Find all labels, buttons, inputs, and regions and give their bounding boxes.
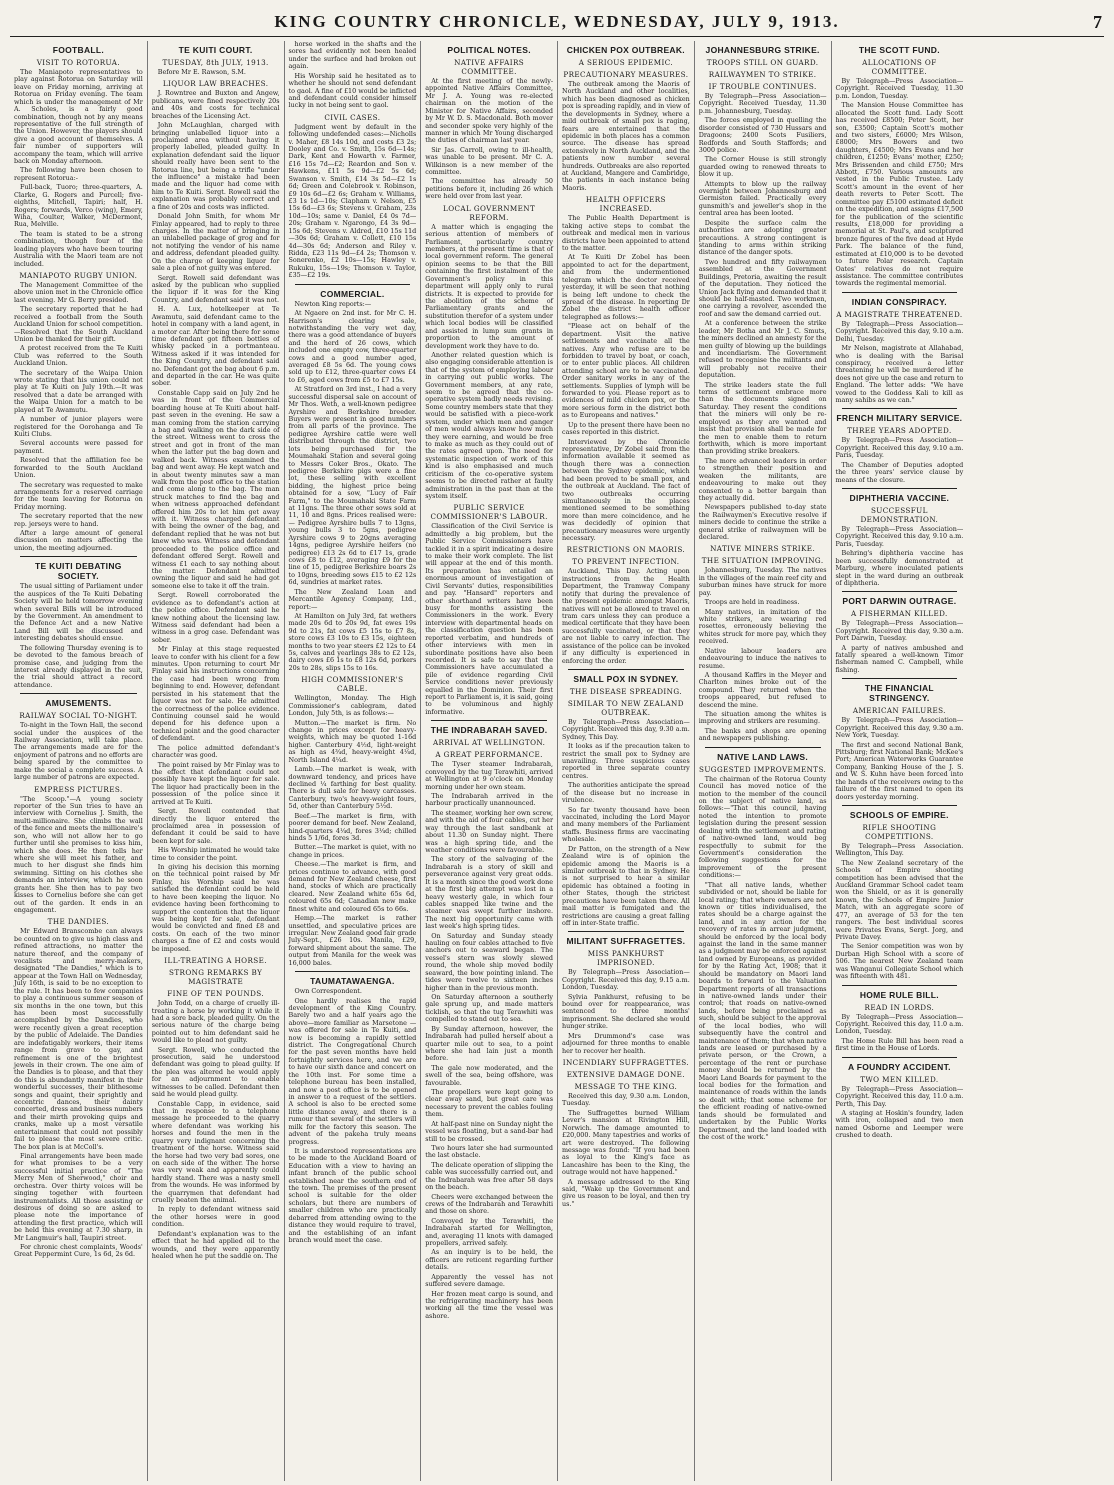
article-headline: A FOUNDRY ACCIDENT. [847,1061,951,1072]
article-paragraph: "Please act on behalf of the department. Visit the native settlements and vaccinate all the natives. Any who refuse are to be forbidden to travel by boat, or coach, or to enter public places. All children attending school are to be vaccinated. Order sanitary works in any of the settlements. Supplies of lymph will be forwarded to you. Please report as to evidences of mild chicken pox, or the more serious form in the district both as to Europeans and natives." [562,322,690,420]
article-paragraph: By Telegraph—Press Association—Copyright. Received Tuesday, 11.30 p.m. Johannesburg, Tuesday. [698,92,827,115]
article-headline: TE KUITI DEBATING SOCIETY. [35,561,122,582]
article-headline: JOHANNESBURG STRIKE. [705,45,820,55]
column-2 [147,41,284,1481]
article-paragraph: Own Correspondent. [294,987,362,996]
article-subheading: TROOPS STILL ON GUARD. [706,58,819,67]
article-headline: TAUMATAWAENGA. [310,976,395,987]
article-paragraph: For chronic chest complaints, Woods' Great Peppermint Cure, 1s 6d, 2s 6d. [14,1243,143,1259]
article-subheading: A GREAT PERFORMANCE. [435,750,543,760]
article-subheading: LIQUOR LAW BREACHES. [162,79,269,89]
article-subheading: THE DISEASE SPREADING. [569,686,682,696]
article-divider [842,1057,958,1058]
article-paragraph: A protest received from the Te Kuiti Club was referred to the South Auckland Union. [14,344,143,368]
article-paragraph: Hemp.—The market is rather unsettled, and speculative prices are irregular. New Zealand good fair grade July-Sept., £26 10s. Manila, £29, forward shipment about the same. The output from Manila for the week was 16,000 bales. [288,914,417,967]
article-subheading: SUGGESTED IMPROVEMENTS. [699,764,827,774]
article-paragraph: The Corner House is still strongly guarded owing to renewed threats to blow it up. [698,155,827,179]
article-headline: THE SCOTT FUND. [858,45,940,55]
article-paragraph: Convoyed by the Terawhiti, the Indrabarah started for Wellington, and, averaging 11 knots with damaged propellers, arrived safely. [425,1216,553,1248]
article-divider [842,488,958,489]
article-paragraph: Two hundred and fifty railwaymen assembled at the Government Buildings, Pretoria, awaiting the result of the deputation. They noticed the Union Jack flying and demanded that it should be half-masted. Two workmen, one carrying a revolver, ascended the roof and saw the demand carried out. [698,257,827,318]
article-headline: MILITANT SUFFRAGETTES. [566,936,686,947]
article-paragraph: His Worship said he hesitated as to whether he should not send defendant to gaol. A fine of £10 would be inflicted and defendant could consider himself lucky in not being sent to gaol. [288,71,417,110]
article-paragraph: The forces employed in quelling the disorder consisted of 730 Hussars and Dragoons; 2400 Scots Fusiliers, Redfords and South Staffords; and 3000 police. [698,116,827,154]
article-paragraph: At a conference between the strike leader, Mr Botha and Mr J. C. Smuts, the miners declined an amnesty for the men guilty of blowing up the buildings and incendiarism. The Government refused to recognise the militants and will probably not receive their deputation. [698,319,827,380]
page-number: 7 [1093,11,1104,32]
article-headline: INDIAN CONSPIRACY. [851,296,947,307]
article-paragraph: The gale now moderated, and the swell of the sea, being offshore, was favourable. [425,1063,553,1087]
article-paragraph: Wellington, Monday. The High Commissioner's cablegram, dated London, July 5th, is as follows:— [288,694,417,718]
article-paragraph: The following Thursday evening is to be devoted to the famous breach of promise case, and judging from the interest already displayed in the suit, the trial should attract a record attendance. [14,643,143,689]
article-divider [295,284,411,285]
article-paragraph: Auckland, This Day. Acting upon instructions from the Health Department, the Tramway Company notify that during the prevalence of the present epidemic amongst Maoris, natives will not be allowed to travel on tram cars unless they can produce a medical certificate that they have been successfully vaccinated, or that they are not liable to carry infection. The assistance of the police can be invoked if any difficulty is experienced in enforcing the order. [562,567,690,665]
article-subheading: SUCCESSFUL DEMONSTRATION. [860,505,939,524]
article-paragraph: The Management Committee of the above union met in the Chronicle office last evening. Mr G. Berry presided. [14,280,143,304]
article-paragraph: After a large amount of general discussion on matters affecting the union, the meeting adjourned. [14,529,143,552]
article-headline: COMMERCIAL. [320,288,385,299]
column-7 [831,41,968,1481]
article-paragraph: Two hours later she had surmounted the last obstacle. [425,1144,553,1160]
article-subheading: TWO MEN KILLED. [860,1074,939,1084]
article-paragraph: On Saturday and Sunday steady hauling on four cables attached to five anchors out to seaward began. The vessel's stern was slowly slewed round, the whole ship moved bodily seaward, the bow pointing inland. The tides were twelve to sixteen inches higher than in the previous month. [425,931,553,992]
article-paragraph: Mr Finlay at this stage requested leave to confer with his client for a few minutes. Upon returning to court Mr Finlay said his instructions concerning the case had been wrong from beginning to end. However, defendant persisted in his statement that the liquor was not for sale. He admitted the correctness of the police evidence. Continuing counsel said he would depend for his defence upon a technical point and the good character of defendant. [151,645,280,743]
article-paragraph: Mutton.—The market is firm. No change in prices except for heavy-weights, which may be quoted 1-16d higher. Canterbury 4½d, light-weight as high as 4¾d, heavy-weight 4¼d, North Island 4¼d. [288,718,417,764]
newspaper-title: KING COUNTRY CHRONICLE, WEDNESDAY, JULY 9, 1913. [274,12,840,31]
article-paragraph: Apparently the vessel has not suffered severe damage. [425,1272,553,1289]
article-paragraph: One hardly realises the rapid development of the King Country. Barely two and a half years ago the above—more familiar as Marsetone —was offered for sale in Te Kuiti, and now is becoming a rapidly settled district. The Congregational Church for the past seven months have held fortnightly services here, and we are to have our sixth dance and concert on the 10th inst. For some time a telephone bureau has been installed, and now a post office is to be opened in answer to a request of the settlers. A school is also to be erected some little distance away, and there is a rumour that several of the settlers will milk for the factory this season. The advent of the pakeha truly means progress. [288,996,417,1146]
article-paragraph: Several accounts were passed for payment. [14,439,143,455]
article-subheading: HIGH COMMISSIONER'S CABLE. [301,675,404,694]
article-paragraph: The Indrabarah arrived in the harbour practically unannounced. [425,792,553,808]
columns-container [10,41,1104,1481]
article-paragraph: Her frozen meat cargo is sound, and the refrigerating machinery has been working all the time the vessel was ashore. [425,1289,553,1320]
article-paragraph: Judgment went by default in the following undefended cases:—Nicholls v. Maher, £8 14s 10d, and costs £3 2s; Dooley and Co. v. Smith, 15s 6d—14s; Dark, Kent and Howarth v. Farmer, £16 15s 7d—£2; Reardon and Son v. Hawkens, £11 5s 9d—£2 5s 6d; Swanson v. Smith, £14 3s 5d—£2 1s 6d; Green and Colebrook v. Robinson, £9 10s 6d—£2 6s; Graham v. Williams, £3 1s 1d—10s; Clapham v. Nelson, £5 15s 6d—£3 6s; Stevens v. Graham, 23s 10d—10s; same v. Daniel, £4 0s 7d—20s; Graham v. Ngarongo, £4 3s 9d—15s 6d; Stevens v. Aldred, £10 15s 11d—30s 6d; Graham v. Collett, £10 15s 4d—30s 6d; Anderson and Riley v. Ridda, £23 11s 9d—£4 2s; Thomson v. Sonerenko, £2 10s—15s; Hawley v. Rukuku, 15s—19s; Thomson v. Taylor, £35—£2 19s. [288,122,417,280]
article-paragraph: A message addressed to the King said, "Wake up the Government and give us reason to be loyal, and then try us." [562,1177,690,1208]
article-subheading: ALLOCATIONS OF COMMITTEE. [862,58,937,76]
article-paragraph: At the first meeting of the newly-appointed Native Affairs Committee, Mr J. A. Young was re-elected chairman on the motion of the Minister for Native Affairs, seconded by Mr W. D. S. Macdonald. Both mover and seconder spoke very highly of the manner in which Mr Young discharged the duties of chairman last year. [425,77,553,145]
article-paragraph: Sergt. Rowell corroborated the evidence as to defendant's action at the police office. Defendant said he knew nothing about the licensing law. Witness said defendant had been a witness in a grog case. Defendant was sober. [151,591,280,644]
article-paragraph: At Ngaere on 2nd inst. for Mr C. H. Harrison's clearing sale, notwithstanding the very wet day, there was a good attendance of buyers and the herd of 26 cows, which included one empty cow, three-quarter cows and a good number aged, averaged £8 5s 6d. The young cows sold up to £12, three-quarter cows £4 to £6, aged cows from £5 to £7 15s. [288,309,417,384]
article-paragraph: On Saturday afternoon a southerly gale sprung up, and made matters ticklish, so that the tug Terawhiti was compelled to stand out to sea. [425,992,553,1024]
article-paragraph: Mrs Drummond's case was adjourned for three months to enable her to recover her health. [562,1031,690,1055]
article-subheading: AMERICAN FAILURES. [852,706,946,716]
article-paragraph: Sergt. Rowell, who conducted the prosecution, said he understood defendant was going to plead guilty. If the plea was altered he would apply for an adjournment to enable witnesses to be called. Defendant then said he would plead guilty. [151,1045,280,1099]
article-paragraph: Troops are held in readiness. [704,598,800,607]
article-paragraph: H. A. Lux, hotelkeeper at Te Awamutu, said defendant came to the hotel in company with a land agent, in a motor car. After being there for some time defendant got fifteen bottles of whisky packed in a portmanteau. Witness asked if it was intended for the King Country, and defendant said no. Defendant got the bag about 6 p.m. and departed in the car. He was quite sober. [151,305,280,388]
article-paragraph: The secretary reported that he had received a football from the South Auckland Union for school competition.—Resolved that the South Auckland Union be thanked for their gift. [14,305,143,343]
article-paragraph: Sir Jas. Carroll, owing to ill-health, was unable to be present. Mr C. A. Wilkinson is a new member of the committee. [425,145,553,177]
article-paragraph: Behring's diphtheria vaccine has been successfully demonstrated at Marburg, where inoculated patients slept in the ward during an outbreak of diphtheria. [835,549,964,587]
article-paragraph: The Chamber of Deputies adopted the three years' service clause by means of the closure. [835,460,964,484]
article-subheading: RESTRICTIONS ON MAORIS. [566,545,686,555]
article-paragraph: Mr Edward Branscombe can always be counted on to give us high class and refined attractions, no matter the nature thereof, and the company of vocalists and merry-makers, designated "The Dandies," which is to appear at the Town Hall on Wednesday, July 16th, is said to be no exception to the rule. It has been to few companies to play a continuous summer season of six months in the one town, but this has been most successfully accomplished by the Dandies, who were recently given a great reception by the public of Adelaide. The Dandies are indefatigably workers, their items range from grave to gay, and refinement is one of the brightest jewels in their crown. The one aim of the Dandies is to please, and that they do this is abundantly manifest in their wonderful successes, their blithesome songs and quaint, their sprightly and eccentric dances, their dainty concerted, dress and business numbers and their mirth provoking quips and cranks, make up a most versatile entertainment that could not possibly fail to please the most severe critic. The box plan is at McColl's. [14,927,143,1151]
article-paragraph: "The Scoop."—A young society reporter of the Sun tries to have an interview with Cornelius J. Smith, the multi-millionaire. She climbs the wall of the fence and meets the millionaire's son, who will not allow her to go further until she promises to kiss him, which she does. He then tells her where she will meet his father, and much to her disgust she finds him swimming. Sitting on his clothes she demands an interview, which he soon grants her. She then has to pay two kisses to Cornelius before she can get out of the garden. It ends in an engagement. [14,794,143,914]
article-divider [568,669,684,670]
article-paragraph: By Telegraph—Press Association—Copyright. Received this day, 9.10 a.m. Delhi, Tuesday. [835,319,964,343]
article-paragraph: The Tyser steamer Indrabarah, convoyed by the tug Terawhiti, arrived at Wellington at 9 o'clock on Monday morning under her own steam. [425,760,553,791]
article-paragraph: J. Rowntree and Buxton and Angew, publicans, were fined respectively 20s and 40s and costs for technical breaches of the Licensing Act. [151,89,280,120]
article-subheading: NATIVE MINERS STRIKE. [710,544,816,554]
article-subheading: ILL-TREATING A HORSE. [164,956,267,966]
article-paragraph: Constable Capp said on July 2nd he was in front of the Commercial boarding house at Te Kuiti about half-past seven in the evening. He saw a man coming from the station carrying a bag and walking on the dark side of the street. Witness went to cross the street and got in front of the man when the latter put the bag down and walked back. Witness examined the bag and went away. He kept watch and in about twenty minutes saw a man walk from the post office to the station and come along to the bag. The man struck matches to find the bag and when witness approached defendant offered him 20s to let him get away with it. Witness charged defendant with being the owner of the bag, and defendant replied that he was not but knew who was. Witness and defendant proceeded to the police office and defendant offered Sergt. Rowell and witness £1 each to say nothing about the matter. Defendant admitted owning the liquor and said he had got someone else to take it off the train. [151,388,280,590]
article-paragraph: The point raised by Mr Finlay was to the effect that defendant could not possibly have kept the liquor for sale. The liquor had practically been in the possession of the police since it arrived at Te Kuiti. [151,760,280,806]
article-paragraph: Butter.—The market is quiet, with no change in prices. [288,843,417,859]
article-paragraph: Up to the present there have been no cases reported in this district. [562,420,690,437]
article-paragraph: The first and second National Bank, Pittsburg; first National Bank; McKee's Port; American Waterworks Guarantee Company, Banking House of the J. S. and W. S. Kuhn have been forced into the hands of the receivers owing to the failure of the first named to open its doors yesterday morning. [835,740,964,801]
article-paragraph: Classification of the Civil Service is admittedly a big problem, but the Public Service Commissioners have tackled it in a spirit indicating a desire to make their work complete. The list will appear at the end of this month. Its preparation has entailed an enormous amount of investigation of Civil Servants' duties, responsibilities and pay. "Hansard" reporters and other shorthand writers have been busy for months assisting the Commissioners in the work. Every interview with departmental heads on the classification question has been reported verbatim, and hundreds of other interviews with men in subordinate positions have also been recorded. It is safe to say that the Commissioners have accumulated a pile of evidence regarding Civil Service conditions never previously equalled in the Dominion. Their first report to Parliament is, it is said, going to be voluminous and highly informative. [425,522,553,716]
article-subheading: RAILWAYMEN TO STRIKE. [708,70,817,79]
article-subheading: MESSAGE TO THE KING. [574,1081,678,1091]
article-paragraph: The strike leaders state the full terms of settlement embrace more than the documents signed on Saturday. They resent the conditions that the miners will only be re-employed as they are wanted and insist that provision shall be made for the men to enable them to return forthwith, which is more important than providing strike breakers. [698,380,827,456]
article-paragraph: Attempts to blow up the railway overnight between Johannesburg and Germiston failed. Practically every gunsmith's and jeweller's shop in the central area has been looted. [698,179,827,218]
article-paragraph: "That all native lands, whether subdivided or not, should be liable for local rating; that where owners are not known or titles individualised, the rates should be a charge against the land, and in any action for the recovery of rates in arrear judgment, should be enforced by the local body against the land in the same manner as a judgment may be enforced against land owned by Europeans, as provided for by the Rating Act, 1908; that it should be mandatory on Maori land boards to forward to the Valuation Department reports of all transactions in native-owned lands under their control; that roads on native-owned lands, before being proclaimed as such, should be subject to the approval of the local bodies, who will subsequently have the control and maintenance of them; that when native lands are leased or purchased by a private person, or the Crown, a percentage of the rent or purchase money should be returned by the Maori Land Boards for payment to the local bodies for the formation and maintenance of roads within the lands so dealt with; that some scheme for the efficient roading of native-owned lands should be formulated and undertaken by the Public Works Department, and the land loaded with the cost of the work." [698,880,827,1141]
article-headline: SMALL POX IN SYDNEY. [573,673,679,684]
article-subheading: RAILWAY SOCIAL TO-NIGHT. [19,711,138,721]
article-paragraph: It is understood representations are to be made to the Auckland Board of Education with a view to having an infant branch of the public school established near the southern end of the town. The premises of the present school is suitable for the older scholars, but there are numbers of smaller children who are practically debarred from attending owing to the distance they would require to travel, and the establishing of an infant branch would meet the case. [288,1146,417,1245]
article-divider [842,678,958,679]
article-paragraph: The propellers were kept going to clear away sand, but great care was necessary to prevent the cables fouling them. [425,1088,553,1119]
article-paragraph: Defendant's explanation was to the effect that he had applied oil to the wounds, and they were apparently healed when he put the saddle on. The [151,1229,280,1261]
article-paragraph: The team is stated to be a strong combination, though four of the leading players who have been touring Australia with the Maori team are not included. [14,229,143,268]
article-subheading: CIVIL CASES. [324,112,381,122]
article-paragraph: By Telegraph—Press Association—Copyright. Received this day, 9.10 a.m. Paris, Tuesday. [835,436,964,460]
article-headline: POLITICAL NOTES. [447,45,531,55]
article-subheading: RIFLE SHOOTING COMPETITIONS. [862,822,937,841]
article-subheading: FINE OF TEN POUNDS. [167,989,265,999]
article-paragraph: The usual sitting of Parliament under the auspices of the Te Kuiti Debating Society will be held tomorrow evening when several Bills will be introduced by the Government. An amendment to the Defence Act and a new Native Land Bill will be discussed and interesting debates should ensue. [14,582,143,643]
article-paragraph: The following have been chosen to represent Rotorua:- [14,166,143,182]
article-paragraph: By Telegraph—Press Association—Copyright. Received this day, 11.0 a.m. London, Tuesday. [835,1012,964,1036]
article-divider [20,556,137,557]
article-paragraph: The Public Health Department is taking active steps to combat the outbreak and medical men in various districts have been appointed to attend to the matter. [562,214,690,253]
article-subheading: A SERIOUS EPIDEMIC. [578,58,674,67]
article-subheading: A MAGISTRATE THREATENED. [836,309,963,319]
article-paragraph: By Telegraph—Press Association—Copyright. Received this day, 9.30 a.m. New York, Tuesday. [835,716,964,740]
article-paragraph: By Telegraph—Press Association—Copyright. Received this day, 9.15 a.m. London, Tuesday. [562,968,690,992]
article-paragraph: Before Mr E. Rawson, S.M. [157,68,246,76]
article-paragraph: By Sunday afternoon, however, the Indrabarah had pulled herself about a quarter mile out to sea, to a point where she had lain just a month before. [425,1024,553,1063]
article-divider [842,591,958,592]
article-paragraph: Another related question which is also engaging considerable attention is that of the system of employing labour in carrying out public works. The Government members, at any rate, seem to be agreed that the co-operative system badly needs revising. Some country members state that they would be satisfied with a piece-work system, under which men and ganger of men would always know how much they were earning, and would be free to make as much as they could out of the rates agreed upon. The need for systematic inspection of work of this kind is also emphasised and much criticism of the co-operative system seems to be directed rather at faulty administration in the past than at the system itself. [425,350,553,500]
article-subheading: IF TROUBLE CONTINUES. [708,82,817,91]
article-paragraph: It looks as if the precaution taken to restrict the small pox to Sydney are unavailing. Three suspicious cases reported in three separate country centres. [562,742,690,780]
article-paragraph: By Telegraph—Press Association—Copyright. Received Tuesday, 11.30 p.m. London, Tuesday. [835,77,964,100]
article-subheading: STRONG REMARKS BY MAGISTRATE [169,968,263,987]
article-subheading: INCENDIARY SUFFRAGETTES. [562,1057,689,1067]
article-paragraph: The delicate operation of slipping the cable was successfully carried out, and the Indrabarah was free after 58 days on the beach. [425,1160,553,1192]
article-headline: THE INDRABARAH SAVED. [430,725,548,736]
article-paragraph: The police admitted defendant's character was good. [151,743,280,760]
article-subheading: SIMILAR TO NEW ZEALAND OUTBREAK. [567,698,684,717]
article-paragraph: The committee has already 50 petitions before it, including 26 which were held over from last year. [425,177,553,201]
article-subheading: PRECAUTIONARY MEASURES. [563,70,689,79]
article-paragraph: The Suffragettes burned William Lever's mansion at Rivington Hill, Norwich. The damage amounted to £20,000. Many tapestries and works of art were destroyed. The following message was found: "If you had been as loyal to the King's face as Lancashire has been to the King, the outrage would not have happened." [562,1108,690,1177]
article-divider [842,292,958,293]
article-paragraph: By Telegraph—Press Association—Copyright. Received this day, 9.30 a.m. Sydney, This Day. [562,717,690,741]
article-divider [20,693,137,694]
article-paragraph: By Telegraph—Press Association. Wellington, This Day. [835,841,964,858]
article-divider [705,747,821,748]
article-paragraph: Johannesburg, Tuesday. The natives in the villages of the main reef city and suburban mines have struck for more pay. [698,566,827,597]
article-subheading: READ IN LORDS. [864,1002,935,1012]
article-paragraph: Lamb.—The market is weak, with downward tendency, and prices have declined ¼ farthing for best quality. There is dull sale for heavy carcasses. Canterbury, two's heavy-weight fours, 5d, other than Canterbury 5½d. [288,765,417,811]
article-subheading: PUBLIC SERVICE COMMISSIONER'S LABOUR. [430,503,548,522]
article-paragraph: A number of junior players were registered for the Oorohanga and Te Kuiti Clubs. [14,415,143,438]
article-paragraph: Final arrangements have been made for what promises to be a very successful initial practice of "The Merry Men of Sherwood," choir and orchestra. Over thirty voices will be singing together with fourteen instrumentalists. All those assisting or desirous of doing so are asked to please note the importance of attending the first practice, which will be held this evening at 7.30 sharp, in Mr Langmuir's hall, Taupiri street. [14,1152,143,1242]
article-paragraph: In giving his decision this morning on the technical point raised by Mr Finlay, his Worship said he was satisfied the defendant could be held to have been keeping the liquor. No evidence having been forthcoming to support the contention that the liquor was being kept for sale, defendant would be convicted and fined £8 and costs. On each of the two minor charges a fine of £2 and costs would be imposed. [151,863,280,953]
column-3 [284,41,421,1481]
article-paragraph: To-night in the Town Hall, the second social under the auspices of the Railway Association, will take place. The arrangements made are for the enjoyment of patrons and no efforts are being spared by the committee to make the social a complete success. A large number of patrons are expected. [14,721,143,782]
article-headline: NATIVE LAND LAWS. [717,751,809,762]
article-subheading: MISS PANKHURST IMPRISONED. [587,949,665,968]
article-headline: PORT DARWIN OUTRAGE. [842,596,957,607]
article-headline: HOME RULE BILL. [859,989,939,1000]
article-paragraph: Sergt. Rowell contended that directly the liquor entered the proclaimed area in possession of defendant it could be said to have been kept for sale. [151,807,280,845]
article-paragraph: At Hamilton on July 3rd, fat wethers made 20s 6d to 20s 9d, fat ewes 19s 9d to 21s, fat cows £5 15s to £7 8s, store cows £3 10s to £3 15s, eighteen months to two year steers £2 12s to £4 5s, calves and yearlings 38s to £2 12s, dairy cows £6 1s to £8 12s 6d, porkers 20s to 28s, slips 15s to 16s. [288,611,417,672]
article-subheading: THREE YEARS ADOPTED. [847,426,952,436]
article-paragraph: The situation among the whites is improving and strikers are resuming. [698,710,827,726]
article-headline: FRENCH MILITARY SERVICE. [836,413,963,424]
article-headline: AMUSEMENTS. [45,698,112,709]
article-paragraph: The more advanced leaders in order to strengthen their position and weaken the militants, are endeavouring to make out they consented to a better bargain than they actually did. [698,456,827,502]
article-paragraph: Cheers were exchanged between the crews of the Indrabarah and Terawhiti and those on shore. [425,1192,553,1216]
article-subheading: THE SITUATION IMPROVING. [701,556,824,566]
article-paragraph: The secretary reported that the new rep. jerseys were to hand. [14,512,143,528]
article-subheading: TO PREVENT INFECTION. [572,557,680,567]
article-paragraph: The Mansion House Committee has allocated the Scott fund. Lady Scott has received £8500; Peter Scott, her son, £3500; Captain Scott's mother and two sisters, £6000; Mrs Wilson, £8000; Mrs Bowers and two daughters, £4500; Mrs Evans and her children, £1250; Evans' mother, £250; Mrs Brissenden and child £750; Mrs Abbott, £750. Various amounts are vested in the Public Trustee. Lady Scott's amount in the event of her death reverts to Peter Scott. The committee pay £5100 estimated deficit on the expedition, and assigns £17,500 for the publication of the scientific results, £18,000 for providing a memorial at St. Paul's, and sculptured bronze figures of the five dead at Hyde Park. The balance of the fund, estimated at £10,000 is to be devoted to future Polar research. Captain Oates' relatives do not require assistance. The committee contributes towards the regimental memorial. [835,101,964,288]
article-paragraph: So far twenty thousand have been vaccinated, including the Lord Mayor and many members of the Parliament staffs. Business firms are vaccinating wholesale. [562,805,690,844]
article-subheading: A FISHERMAN KILLED. [851,609,948,619]
article-paragraph: The secretary was requested to make arrangements for a reserved carriage for the team leaving for Rotorua on Friday morning. [14,480,143,511]
article-paragraph: Newspapers published to-day state the Railwaymen's Executive resolve if miners decide to continue the strike a general strike of railwaymen will be declared. [698,503,827,542]
article-subheading: TUESDAY, 8th JULY, 1913. [162,58,269,67]
article-subheading: LOCAL GOVERNMENT REFORM. [443,203,536,222]
article-subheading: EMPRESS PICTURES. [34,784,123,794]
article-paragraph: The banks and shops are opening and newspapers publishing. [698,726,827,743]
article-paragraph: Resolved that the affiliation fee be forwarded to the South Auckland Union. [14,456,143,480]
article-paragraph: Received this day, 9.30 a.m. London, Tuesday. [562,1091,690,1108]
article-paragraph: A matter which is engaging the serious attention of members of Parliament, particularly country members, at the present time is that of local government reform. The general opinion seems to be that the Bill containing the first instalment of the Government's policy in this department will apply only to rural districts. It is expected to provide for the abolition of the scheme of Parliamentary grants and the substitution therefor of a system under which local bodies will be classified and assisted in lump sum grants in proportion to the amount of development work they have to do. [425,222,553,350]
article-paragraph: A party of natives ambushed and fatally speared a well-known Timor fisherman named C. Campbell, while fishing. [835,643,964,674]
article-paragraph: Cheese.—The market is firm, and prices continue to advance, with good demand for New Zealand cheese, first hand, stocks of which are practically cleared. New Zealand white 65s 6d, coloured 65s 6d; Canadian new make finest white and coloured 65s to 66s. [288,860,417,913]
article-paragraph: A staging at Hoskin's foundry, laden with iron, collapsed and two men named Osborne and Leemper were crushed to death. [835,1108,964,1140]
article-divider [842,408,958,409]
article-paragraph: Dr Patton, on the strength of a New Zealand wire is of opinion the epidemic among the Maoris is a similar outbreak to that in Sydney. He is not surprised to hear a similar epidemic has obtained a footing in other States, though the strictest precautions have been taken there. All mail matter is fumigated and the restrictions are causing a great falling off in inter-State traffic. [562,844,690,927]
article-paragraph: Mr Nelson, magistrate at Allahabad, who is dealing with the Barisal conspiracy, received a letter threatening he will be murdered if he does not give up the case and return to England. The letter adds: "We have vowed to the Goddess Kali to kill as many sahibs as we can." [835,344,964,405]
article-paragraph: Full-back, Tuoro; three-quarters, A. Clarke, G. Rogers and Purcell; five-eighths, Mitchell, Tapiri; half, H. Rogers; forwards, Verco (wing), Emery, Wiha, Coulter, Walker, McDermont, Rua, Melville. [14,183,143,229]
article-paragraph: The Senior competition was won by Durban High School with a score of 506. The nearest New Zealand team was Wanganui Collegiate School which was fifteenth with 481. [835,942,964,981]
article-paragraph: The secretary of the Waipa Union wrote stating that his union could not play at Te Kuiti on July 19th.—It was resolved that a date be arranged with the Waipa Union for a match to be played at Te Awamutu. [14,368,143,414]
article-divider [568,931,684,932]
article-paragraph: John Todd, on a charge of cruelly ill-treating a horse by working it while it had a sore back, pleaded guilty. On the serious nature of the charge being pointed out to him defendant said he would like to plead not guilty. [151,999,280,1045]
column-6 [694,41,831,1481]
article-subheading: NATIVE AFFAIRS COMMITTEE. [454,58,525,76]
article-headline: THE FINANCIAL STRINGENCY. [864,683,934,704]
article-divider [431,720,547,721]
article-paragraph: Many natives, in imitation of the white strikers, are wearing red rosettes, erroneously believing the whites struck for more pay, which they received. [698,607,827,646]
article-paragraph: The Home Rule Bill has been read a first time in the House of Lords. [835,1036,964,1053]
article-paragraph: The New Zealand Loan and Mercantile Agency Company, Ltd., report:— [288,587,417,611]
article-paragraph: Sergt. Rowell said defendant was asked by the publican who supplied the liquor if it was for the King Country, and defendant said it was not. [151,273,280,304]
article-paragraph: Newton King reports:— [294,299,372,308]
article-paragraph: Beef.—The market is firm, with poorer demand for beef. New Zealand, hind-quarters 4¼d, fores 3¼d; chilled hinds 5 1/6d, fores 3d. [288,811,417,842]
article-paragraph: The New Zealand secretary of the Schools of Empire shooting competition has been advised that the Auckland Grammar School cadet team won the Shield, or as it is generally known, the Schools of Empire Junior Match, with an aggregate score of 477, an average of 53 for the ten rangers. The best individual scores were Privates Evans, Sergt. Jorg, and Private Davey. [835,858,964,942]
article-subheading: MANIAPOTO RUGBY UNION. [19,270,138,280]
article-headline: DIPHTHERIA VACCINE. [849,492,950,503]
article-paragraph: By Telegraph—Press Association—Copyright. Received this day, 11.0 a.m. Perth, This Day. [835,1084,964,1108]
article-paragraph: Sylvia Pankhurst, refusing to be bound over for reappearance, was sentenced to three months' imprisonment. She declared she would hunger strike. [562,992,690,1031]
article-paragraph: As an inquiry is to be held, the officers are reticent regarding further details. [425,1248,553,1272]
article-divider [842,805,958,806]
article-paragraph: The authorities anticipate the spread of the disease but no increase in virulence. [562,781,690,805]
article-headline: TE KUITI COURT. [178,45,253,55]
article-headline: SCHOOLS OF EMPIRE. [849,809,949,820]
column-1 [10,41,147,1481]
article-headline: FOOTBALL. [52,45,105,55]
article-paragraph: By Telegraph—Press Association—Copyright. Received this day, 9.30 a.m. Port Darwin, Tuesday. [835,619,964,643]
article-divider [842,985,958,986]
article-paragraph: Constable Capp, in evidence, said that in response to a telephone message he proceeded to the quarry where defendant was working his horses and found the men in the quarry very indignant concerning the treatment of the horse. Witness said the horse had two very bad sores, one on each side of the wither. The horse was very weak and apparently could hardly stand. There was a nasty smell from the wounds. He was informed by the quarrymen that defendant had cruelly beaten the animal. [151,1099,280,1205]
article-paragraph: At Stratford on 3rd inst., I had a very successful dispersal sale on account of Mr Thos. Weth, a well-known pedigree Ayrshire and Berkshire breeder. Buyers were present in good numbers from all parts of the province. The pedigree Ayrshire cattle were well distributed through the district, two lots being purchased for the Moumahaki Station and several going to Messrs Coker Bros., Okato. The pedigree Berkshire pigs were a fine lot, these selling with excellent bidding, the highest price being obtained for a sow, "Lucy of Fair Farm," to the Moumahaki State Farm at 11gns. The three other sows sold at 11, 10 and 8gns. Prices realised were:— Pedigree Ayrshire bulls 7 to 13gns, young bulls 3 to 5gns, pedigree Ayrshire cows 9 to 20gns averaging 14gns, pedigree Ayrshire heifers (no pedigree) £13 2s 6d to £17 1s, grade cows £8 to £12, averaging £9 for the line of 15, pedigree Berkshire boars 2s to 10gns, breeding sows £15 to £2 12s 6d, sundries at market rates. [288,385,417,587]
article-headline: CHICKEN POX OUTBREAK. [566,45,685,55]
column-5 [557,41,694,1481]
article-subheading: VISIT TO ROTORUA. [36,58,121,67]
article-paragraph: His Worship intimated he would take time to consider the point. [151,846,280,862]
article-subheading: EXTENSIVE DAMAGE DONE. [566,1069,685,1079]
article-paragraph: John McLaughlan, charged with bringing unlabelled liquor into a proclaimed area without having it properly labelled, pleaded guilty. In explanation defendant said the liquor should really have been sent to the Rotorua line, but being a trifle "under the influence" a mistake had been made and the liquor had come with him to Te Kuiti. Sergt. Rowell said the explanation was probably correct and a fine of 20s and costs was inflicted. [151,121,280,211]
article-paragraph: Despite the surface calm the authorities are adopting greater precautions. A strong contingent is standing to arms within striking distance of the danger spots. [698,218,827,257]
article-paragraph: At Te Kuiti Dr Zobel has been appointed to act for the department, and from the undermentioned telegram which the doctor received yesterday, it will be seen that nothing is being left undone to check the spread of the disease. In reporting Dr Zobel the district health officer telegraphed as follows:— [562,253,690,321]
article-paragraph: Interviewed by the Chronicle representative, Dr Zobel said from the information available it seemed as though there was a connection between the Sydney epidemic, which had been proved to be small pox, and the outbreak at Auckland. The fact of two outbreaks occurring simultaneously in the places mentioned seemed to be something more than mere coincidence, and he was decidedly of opinion that precautionary measures were urgently necessary. [562,437,690,543]
article-paragraph: The Maniapoto representatives to play against Rotorua on Saturday will leave on Friday morning, arriving at Rotorua on Friday evening. The team which is under the management of Mr A. Scholes, is a fairly good combination, though not by any means representative of the full strength of the Union. However, the players should give a good account of themselves. A fair number of supporters will accompany the team, which will arrive back on Monday afternoon. [14,68,143,166]
article-subheading: THE DANDIES. [47,917,110,927]
article-paragraph: In reply to defendant witness said the other horses were in good condition. [151,1205,280,1229]
article-paragraph: The steamer, working her own screw, and with the aid of four cables, cut her way through the last sandbank at about 11.30 on Sunday night. There was a high spring tide, and the weather conditions were favourable. [425,808,553,854]
article-paragraph: The chairman of the Rotorua County Council has moved notice of the motion to the member of the council on the subject of native land, as follows:—"That this council, having noted the intention to promote legislation during the present session dealing with the settlement and rating of native-owned land, would beg respectfully to submit for the Government's consideration the following suggestions for the improvement of the present conditions:— [698,774,827,880]
masthead [10,8,1104,37]
article-paragraph: The outbreak among the Maoris of North Auckland and other localities, which has been diagnosed as chicken pox is spreading rapidly, and in view of the developments in Sydney, where a mild outbreak of small pox is raging, fears are entertained that the epidemic in both places has a common source. The disease has spread extensively in North Auckland, and the patients now number several hundreds. Outbreaks are also reported at Auckland, Mangere and Cambridge, the patients in each instance being Maoris. [562,80,690,192]
article-paragraph: At half-past nine on Sunday night the vessel was floating, but a sand-bar had still to be crossed. [425,1119,553,1143]
article-paragraph: The story of the salvaging of the Indrabarah is a story of skill and perseverance against very great odds. It is a month since the good work done at the first big attempt was lost in a heavy westerly gale, in which four cables snapped like twine and the steamer was swept further inshore. The next big opportunity came with last week's high spring tides. [425,855,553,931]
article-subheading: HEALTH OFFICERS INCREASED. [585,195,666,214]
article-paragraph: Native labour leaders are endeavouring to induce the natives to resume. [698,646,827,670]
article-subheading: ARRIVAL AT WELLINGTON. [432,738,546,748]
article-paragraph: horse worked in the shafts and the sores had evidently not been healed under the surface and had broken out again. [288,41,417,71]
article-paragraph: Donald John Smith, for whom Mr Finlay appeared, had to reply to three charges. In the matter of bringing in an unlabelled package of grog and for not notifying the vendor of his name and address, defendant pleaded guilty. On the charge of keeping liquor for sale a plea of not guilty was entered. [151,212,280,273]
article-divider [295,971,411,972]
article-paragraph: A thousand Kaffirs in the Meyer and Charlton mines broke out of the compound. They returned when the troops appeared, but refused to descend the mine. [698,670,827,709]
column-4 [420,41,557,1481]
article-paragraph: By Telegraph—Press Association—Copyright. Received this day, 9.10 a.m. Paris, Tuesday. [835,524,964,548]
